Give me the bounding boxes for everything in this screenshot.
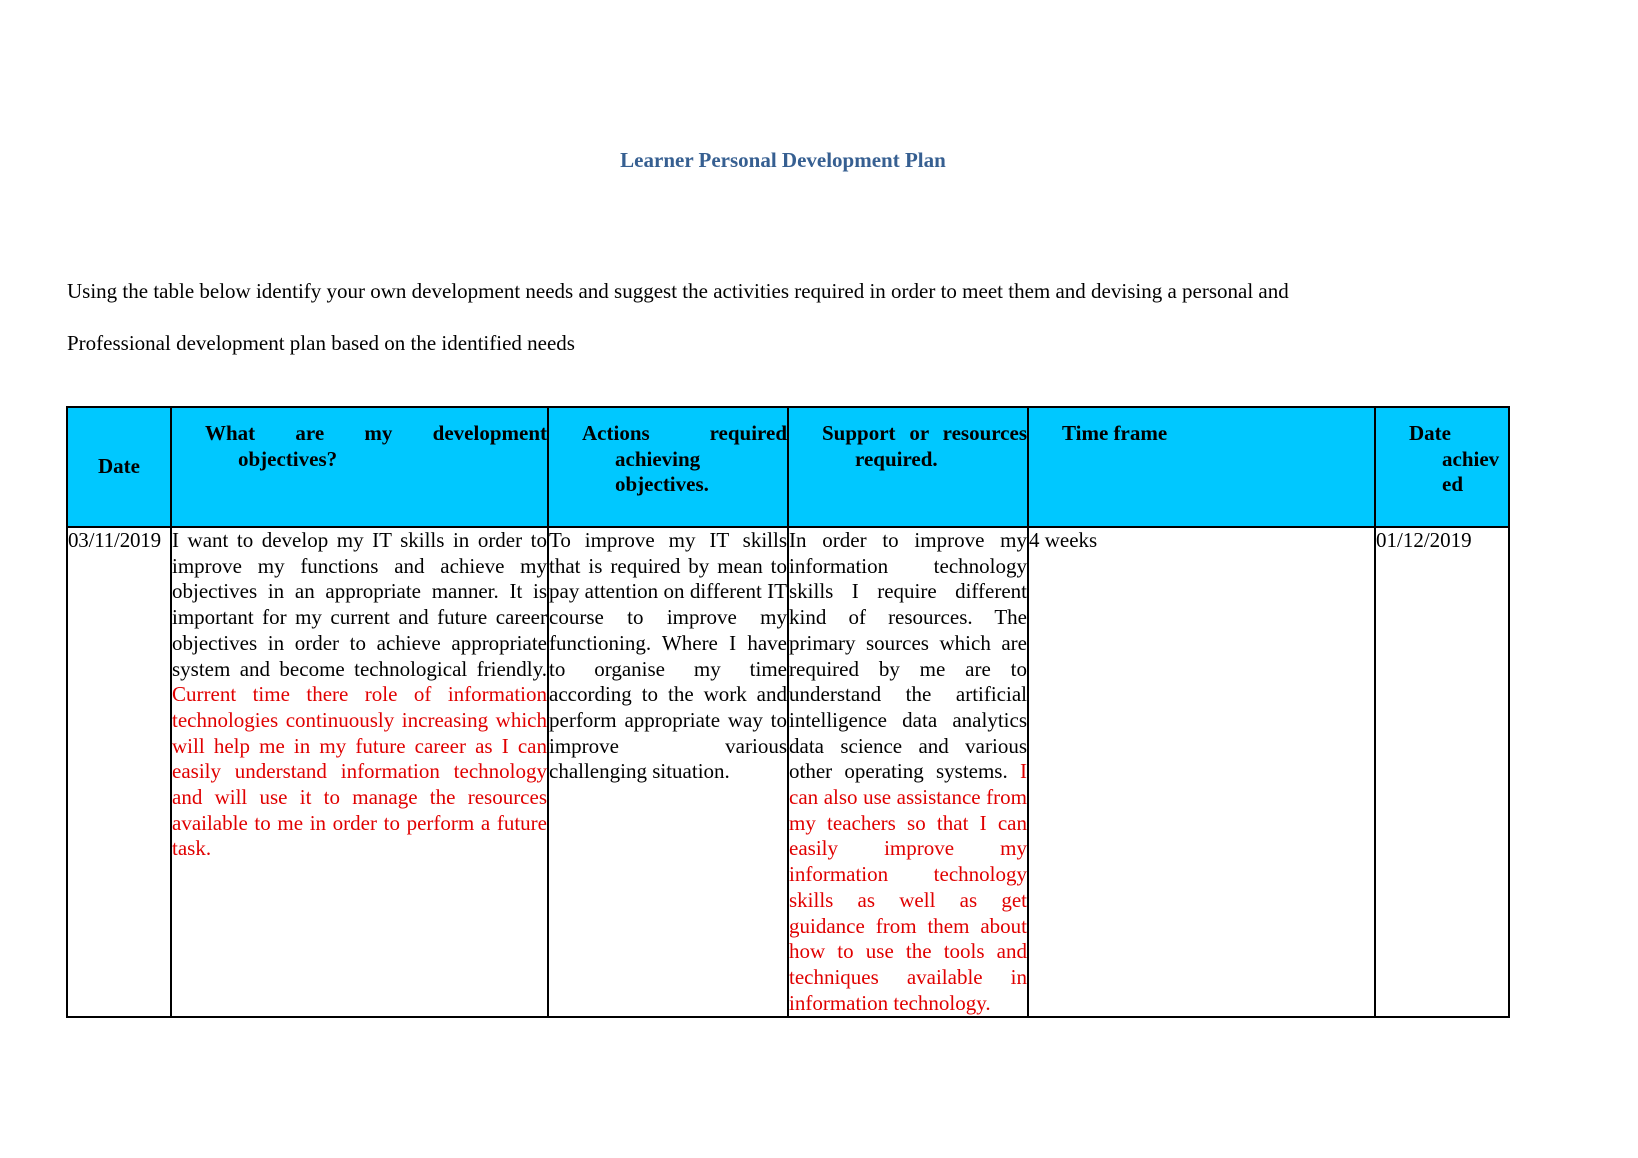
support-highlight-text: I can also use assistance from my teachers so that I can easily improve my information technology skills as well as get guidance from them about how to use the tools and techniques available in information technology. [789,759,1027,1015]
header-objectives-line-1: What are my development [205,421,547,445]
header-date-label: Date [98,454,140,479]
cell-actions: To improve my IT skills that is required by mean to pay attention on different IT course to improve my functioning. Where I have to organise my time according to the work and perform appropriate way to improve various challenging situation. [548,527,788,1017]
cell-time-frame: 4 weeks [1028,527,1375,1017]
page-title: Learner Personal Development Plan [620,148,946,172]
header-support [788,407,1028,527]
development-plan-table [66,406,1510,1018]
cell-date: 03/11/2019 [67,527,171,1017]
header-actions-line-1: Actions required [582,421,787,445]
support-text: In order to improve my information technology skills I require different kind of resources. The primary sources which are required by me are to understand the artificial intelligence data analytics data science and various other operating systems. [789,528,1027,784]
objectives-text: I want to develop my IT skills in order to improve my functions and achieve my objectives in an appropriate manner. It is important for my current and future career objectives in order to achieve appropriate system and become technological friendly. [172,528,547,681]
table-row [67,527,1509,1017]
header-objectives [171,407,548,527]
header-date [67,407,171,527]
cell-objectives [171,527,548,1017]
objectives-highlight-text: Current time there role of information technologies continuously increasing which will help me in my future career as I can easily understand information technology and will use it to manage the resources available to me in order to perform a future task. [172,682,547,861]
header-date-achieved [1375,407,1509,527]
header-date-achieved-line-1: Date [1409,421,1451,445]
cell-date-achieved: 01/12/2019 [1375,527,1509,1017]
header-time-frame [1028,407,1375,527]
cell-support [788,527,1028,1017]
table-header-row [67,407,1509,527]
intro-text-line-1: Using the table below identify your own development needs and suggest the activities required in order to meet them and devising a personal and [67,279,1289,303]
header-actions [548,407,788,527]
header-actions-line-3: objectives. [615,472,709,497]
header-date-achieved-line-2: achiev [1442,446,1500,471]
header-support-line-1: Support or resources [822,421,1027,445]
header-support-line-2: required. [855,446,938,471]
intro-text-line-2: Professional development plan based on the identified needs [67,331,575,355]
header-objectives-line-2: objectives? [238,446,338,471]
header-actions-line-2: achieving [615,446,701,471]
header-time-frame-label: Time frame [1062,421,1168,445]
header-date-achieved-line-3: ed [1442,472,1463,497]
